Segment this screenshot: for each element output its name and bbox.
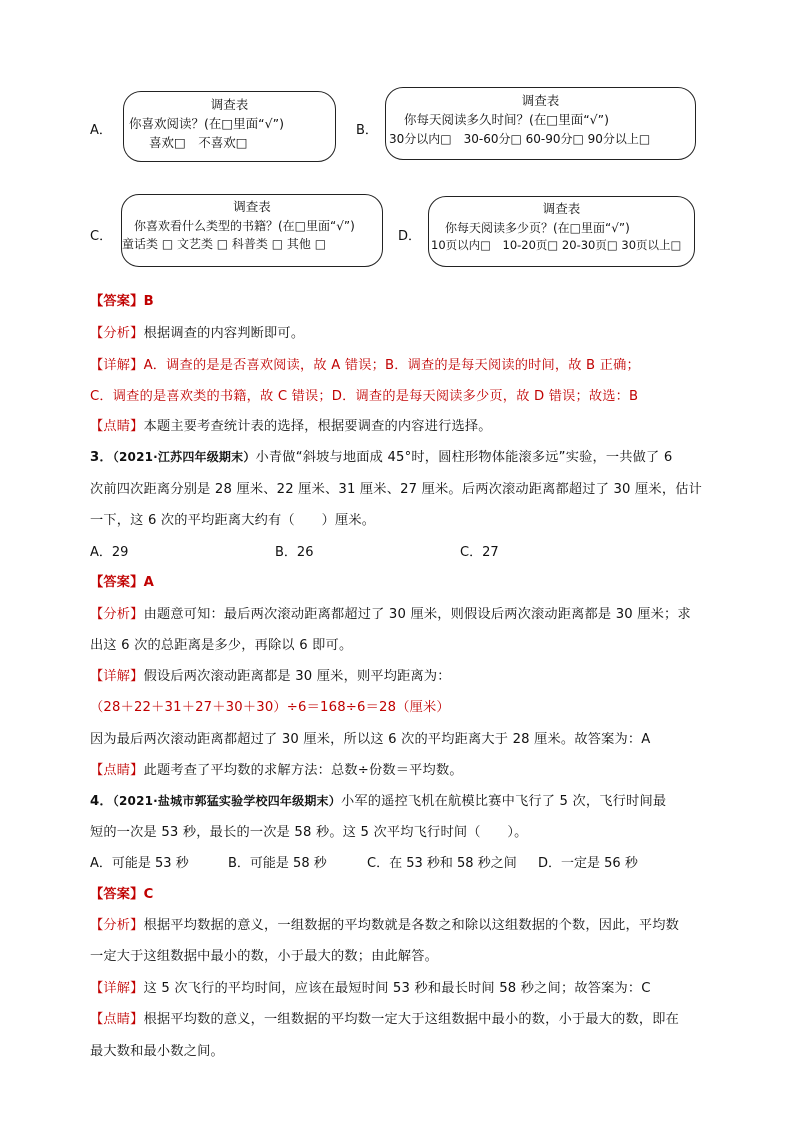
q2-answer: 【答案】B xyxy=(90,294,154,309)
q4-stem-1: 4．（2021·盐城市郭猛实验学校四年级期末）小军的遥控飞机在航模比赛中飞行了 5 次，飞行时间最 xyxy=(90,794,667,809)
survey-choices: 10页以内□ 10-20页□ 20-30页□ 30页以上□ xyxy=(431,237,682,252)
q4-stem-2: 短的一次是 53 秒，最长的一次是 58 秒。这 5 次平均飞行时间（ ）。 xyxy=(90,825,528,840)
survey-question: 你喜欢阅读？(在□里面“√”) xyxy=(129,115,284,131)
q3-detail-1: 【详解】假设后两次滚动距离都是 30 厘米，则平均距离为： xyxy=(90,669,451,684)
survey-title: 调查表 xyxy=(233,199,271,214)
q2-detail-2: C．调查的是喜欢类的书籍，故 C 错误；D．调查的是每天阅读多少页，故 D 错误；故选：B xyxy=(90,389,639,404)
q4-detail: 【详解】这 5 次飞行的平均时间，应该在最短时间 53 秒和最长时间 58 秒之间；故答案为：C xyxy=(90,981,651,996)
survey-table-b xyxy=(385,87,696,160)
q3-stem-2: 次前四次距离分别是 28 厘米、22 厘米、31 厘米、27 厘米。后两次滚动距离都超过了 30 厘米，估计 xyxy=(90,482,702,497)
survey-title: 调查表 xyxy=(542,201,581,216)
q3-formula: （28＋22＋31＋27＋30＋30）÷6＝168÷6＝28（厘米） xyxy=(90,700,450,715)
survey-title: 调查表 xyxy=(521,93,560,108)
q3-detail-2: 因为最后两次滚动距离都超过了 30 厘米，所以这 6 次的平均距离大于 28 厘米。故答案为：A xyxy=(90,732,651,747)
survey-question: 你每天阅读多少页？(在□里面“√”) xyxy=(445,220,630,235)
q3-option-a: A．29 xyxy=(90,545,129,560)
option-a-label: A． xyxy=(90,123,112,138)
survey-choices: 30分以内□ 30-60分□ 60-90分□ 90分以上□ xyxy=(389,131,651,146)
q2-detail-1: 【详解】A．调查的是是否喜欢阅读，故 A 错误；B．调查的是每天阅读的时间，故 B 正确； xyxy=(90,358,640,373)
survey-title: 调查表 xyxy=(210,97,249,112)
q3-option-c: C．27 xyxy=(460,545,499,560)
survey-choices: 童话类 □ 文艺类 □ 科普类 □ 其他 □ xyxy=(122,236,327,251)
survey-question: 你喜欢看什么类型的书籍？(在□里面“√”) xyxy=(134,218,355,233)
q3-stem-1: 3．（2021·江苏四年级期末）小青做“斜坡与地面成 45°时，圆柱形物体能滚多远”实验，一共做了 6 xyxy=(90,450,673,465)
q4-option-a: A．可能是 53 秒 xyxy=(90,856,189,871)
q2-analysis: 【分析】根据调查的内容判断即可。 xyxy=(90,326,305,341)
q3-option-b: B．26 xyxy=(275,545,314,560)
q4-analysis-1: 【分析】根据平均数据的意义，一组数据的平均数就是各数之和除以这组数据的个数，因此，平均数 xyxy=(90,918,680,933)
survey-question: 你每天阅读多久时间？(在□里面“√”) xyxy=(404,111,609,127)
q3-answer: 【答案】A xyxy=(90,575,154,590)
q4-option-b: B．可能是 58 秒 xyxy=(228,856,327,871)
option-c-label: C． xyxy=(90,229,113,244)
option-d-label: D． xyxy=(398,229,422,244)
q3-comment: 【点睛】此题考查了平均数的求解方法：总数÷份数＝平均数。 xyxy=(90,763,463,778)
q4-comment-1: 【点睛】根据平均数的意义，一组数据的平均数一定大于这组数据中最小的数，小于最大的数，即在 xyxy=(90,1012,680,1027)
q3-analysis-2: 出这 6 次的总距离是多少，再除以 6 即可。 xyxy=(90,638,353,653)
survey-table-a xyxy=(123,91,336,162)
q4-option-c: C．在 53 秒和 58 秒之间 xyxy=(367,856,517,871)
q3-analysis-1: 【分析】由题意可知：最后两次滚动距离都超过了 30 厘米，则假设后两次滚动距离都是 30 厘米；求 xyxy=(90,607,691,622)
survey-choices: 喜欢□ 不喜欢□ xyxy=(149,134,248,150)
option-b-label: B． xyxy=(356,123,378,138)
q4-answer: 【答案】C xyxy=(90,887,154,902)
q2-comment: 【点睛】本题主要考查统计表的选择，根据要调查的内容进行选择。 xyxy=(90,419,492,434)
survey-table-c xyxy=(121,194,383,267)
survey-table-d xyxy=(428,196,695,267)
q4-option-d: D．一定是 56 秒 xyxy=(538,856,638,871)
q3-stem-3: 一下，这 6 次的平均距离大约有（ ）厘米。 xyxy=(90,513,376,528)
q4-comment-2: 最大数和最小数之间。 xyxy=(90,1044,224,1059)
q4-analysis-2: 一定大于这组数据中最小的数，小于最大的数；由此解答。 xyxy=(90,949,439,964)
